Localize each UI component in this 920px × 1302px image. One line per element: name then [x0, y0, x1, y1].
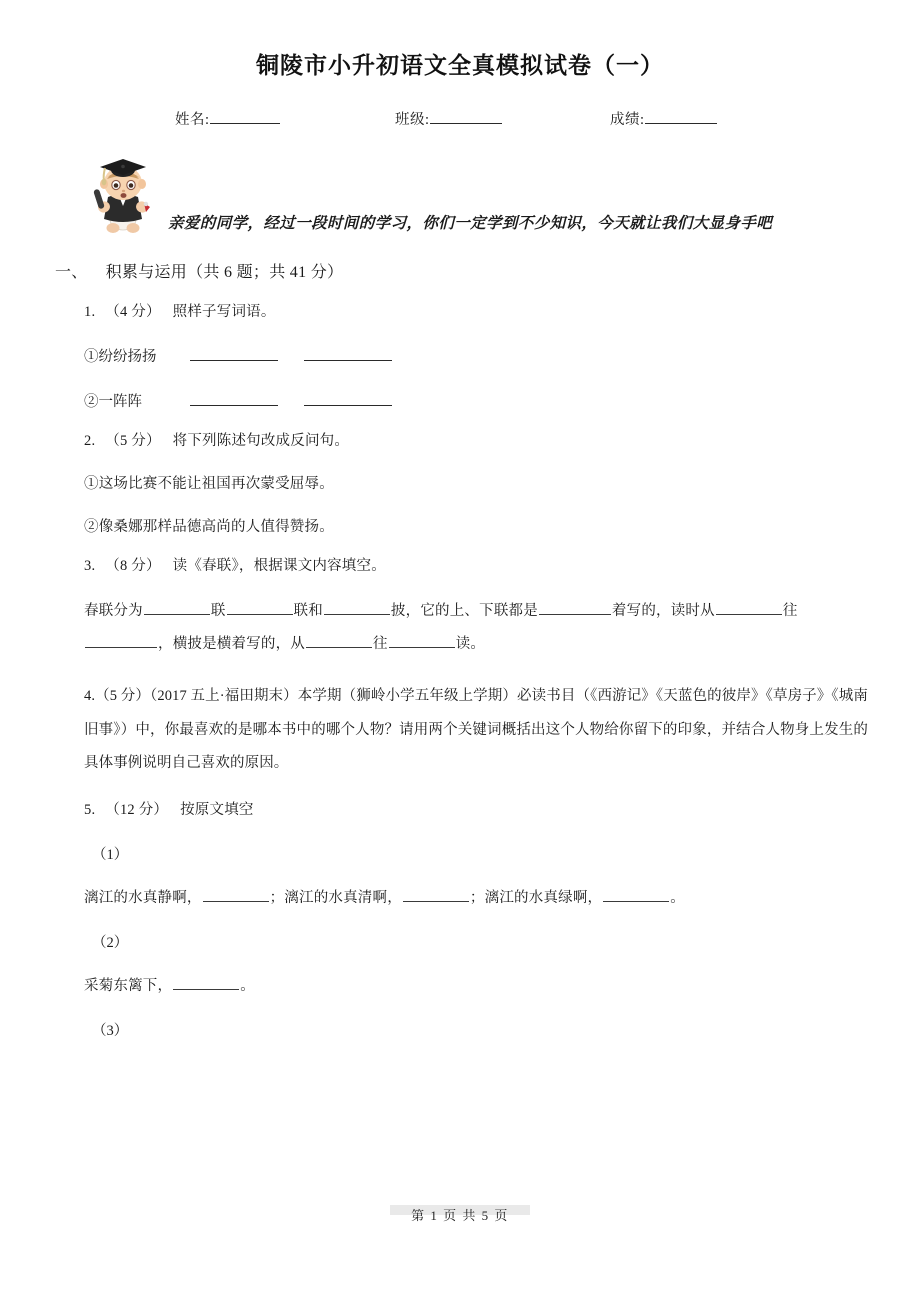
question-1-item-1-blank-a[interactable]: [190, 360, 278, 361]
q5-1-blank-2[interactable]: [403, 901, 469, 902]
question-4: [0, 680, 920, 780]
question-1-item-1-blank-b[interactable]: [304, 360, 392, 361]
page-number: 第 1 页 共 5 页: [411, 1208, 509, 1223]
student-class-field: [395, 108, 610, 129]
question-1: [0, 300, 920, 411]
q5-2-blank-1[interactable]: [173, 989, 239, 990]
student-score-label: 成绩:: [610, 112, 645, 128]
q5-1-part-2: ；漓江的水真清啊，: [269, 890, 402, 907]
graduate-baby-icon: [86, 151, 160, 237]
question-4-prompt: 本学期（狮岭小学五年级上学期）必读书目（《西游记》《天蓝色的彼岸》《草房子》《城南旧事》）中，你最喜欢的是哪本书中的哪个人物？请用两个关键词概括出这个人物给你留下的印象，并结合人物身上发生的具体事例说明自己喜欢的原因。: [84, 688, 868, 771]
q3-blank-2[interactable]: [227, 614, 293, 615]
question-1-item-2-label: ②一阵阵: [84, 394, 142, 410]
question-5-prompt: 按原文填空: [180, 802, 254, 819]
q3-part-4: 披，它的上、下联都是: [390, 603, 538, 619]
question-3-score: （8 分）: [105, 558, 161, 574]
question-1-item-2-blank-b[interactable]: [304, 405, 392, 406]
question-2-item-1: ①这场比赛不能让祖国再次蒙受屈辱。: [84, 476, 334, 492]
student-class-blank[interactable]: [430, 123, 502, 124]
question-5-sub-1-text: [84, 886, 920, 907]
q5-2-part-2: 。: [240, 978, 255, 995]
question-5-sub-2-label: （2）: [92, 935, 129, 952]
question-1-item-2: [84, 390, 920, 411]
question-1-head: [84, 300, 920, 321]
q3-part-6: 往: [782, 603, 798, 619]
question-2-number: 2.: [84, 433, 96, 449]
q5-1-part-3: ；漓江的水真绿啊，: [469, 890, 603, 907]
question-2-head: [84, 429, 920, 450]
section-header: [55, 259, 920, 282]
student-class-label: 班级:: [395, 112, 430, 128]
question-4-tag: （2017 五上·福田期末）: [150, 688, 298, 705]
question-3-fill-text: [84, 595, 865, 660]
q3-blank-8[interactable]: [389, 647, 455, 648]
student-name-field: [175, 108, 395, 129]
question-2-prompt: 将下列陈述句改成反问句。: [172, 433, 350, 449]
q3-blank-7[interactable]: [306, 647, 372, 648]
question-3: [0, 554, 920, 660]
q3-blank-1[interactable]: [144, 614, 210, 615]
greeting-block: [0, 151, 920, 251]
page-footer: [0, 1205, 920, 1224]
identity-row: [0, 108, 920, 129]
question-1-prompt: 照样子写词语。: [172, 304, 276, 320]
page-title: 铜陵市小升初语文全真模拟试卷（一）: [256, 52, 664, 79]
question-3-prompt: 读《春联》，根据课文内容填空。: [172, 558, 386, 574]
q5-1-part-4: 。: [670, 890, 685, 907]
student-score-field: [610, 108, 717, 129]
question-1-item-1: [84, 345, 920, 366]
question-5-score: （12 分）: [105, 802, 169, 819]
question-1-score: （4 分）: [105, 304, 161, 320]
q3-part-2: 联: [210, 603, 226, 619]
question-5: [0, 798, 920, 1040]
question-5-sub-3-label: （3）: [92, 1023, 129, 1040]
student-name-label: 姓名:: [175, 112, 210, 128]
q5-1-part-1: 漓江的水真静啊，: [84, 890, 202, 907]
q5-1-blank-3[interactable]: [603, 901, 669, 902]
question-1-item-1-label: ①纷纷扬扬: [84, 349, 157, 365]
question-4-number: 4.: [84, 688, 96, 705]
q3-blank-3[interactable]: [324, 614, 390, 615]
q3-part-9: 读。: [455, 635, 486, 652]
question-3-number: 3.: [84, 558, 96, 574]
question-5-head: [84, 798, 920, 819]
q3-part-5: 着写的，读时从: [611, 603, 715, 619]
question-2-item-2: ②像桑娜那样品德高尚的人值得赞扬。: [84, 519, 334, 535]
q3-blank-4[interactable]: [539, 614, 611, 615]
q3-part-8: 往: [373, 635, 388, 652]
q3-blank-5[interactable]: [716, 614, 782, 615]
question-1-number: 1.: [84, 304, 96, 320]
question-1-item-2-blank-a[interactable]: [190, 405, 278, 406]
question-5-sub-2-text: [84, 974, 920, 995]
question-5-number: 5.: [84, 802, 96, 819]
section-number: 一、: [55, 264, 88, 281]
student-score-blank[interactable]: [645, 123, 717, 124]
q3-part-7: ，横披是横着写的，从: [158, 635, 305, 652]
q3-part-1: 春联分为: [84, 603, 143, 619]
q3-blank-6[interactable]: [85, 647, 157, 648]
question-2: [0, 429, 920, 536]
q5-1-blank-1[interactable]: [203, 901, 269, 902]
question-3-head: [84, 554, 920, 575]
question-4-body: [84, 680, 868, 780]
q3-part-3: 联和: [293, 603, 323, 619]
question-5-sub-1-label: （1）: [92, 847, 129, 864]
question-4-score: （5 分）: [95, 688, 151, 705]
q5-2-part-1: 采菊东篱下，: [84, 978, 173, 995]
student-name-blank[interactable]: [210, 123, 280, 124]
greeting-text: 亲爱的同学，经过一段时间的学习，你们一定学到不少知识，今天就让我们大显身手吧: [168, 213, 773, 232]
section-title: 积累与运用（共 6 题；共 41 分）: [105, 264, 344, 281]
question-2-score: （5 分）: [105, 433, 161, 449]
